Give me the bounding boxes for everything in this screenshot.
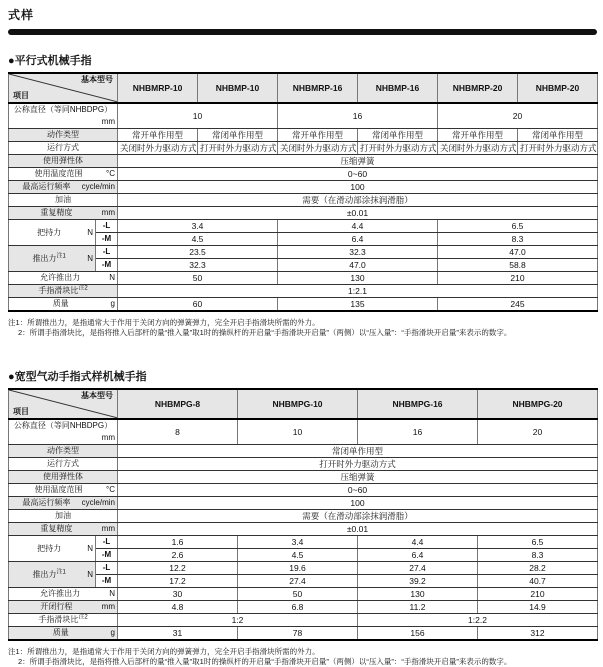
row-elastic-body (9, 155, 598, 168)
spec-value: 6.8 (238, 601, 358, 614)
spec-value: 32.3 (118, 259, 278, 272)
row-label-text: 动作类型 (47, 130, 79, 139)
note-line: 注1：所谓推出力，是指通常大于作用于关闭方向的弹簧弹力，完全开启手指滑块所需的外力。 (8, 647, 320, 656)
spec-value: 常闭单作用型 (358, 129, 438, 142)
row-label-text: 手指滑块比 (38, 615, 79, 624)
corner-top-label: 基本型号 (81, 391, 113, 400)
row-label-text: 推出力 (32, 253, 57, 263)
row-unit: mm (101, 433, 115, 442)
row-label (9, 458, 118, 471)
spec-value: 31 (118, 627, 238, 641)
row-label (9, 497, 118, 510)
spec-value: 需要（在滑动部涂抹润滑脂） (118, 194, 598, 207)
row-operation-mode (9, 458, 598, 471)
row-push-force-l (9, 246, 598, 259)
row-label-text: 质量 (52, 628, 69, 637)
row-label (9, 103, 118, 129)
spec-value: 6.5 (478, 536, 598, 549)
spec-value: 100 (118, 181, 598, 194)
spec-value: 常开单作用型 (278, 129, 358, 142)
row-label (9, 562, 96, 588)
row-grip-force-m (9, 549, 598, 562)
row-label-text: 允许推出力 (40, 589, 81, 598)
spec-value: 40.7 (478, 575, 598, 588)
spec-value: 100 (118, 497, 598, 510)
row-unit: g (110, 628, 115, 637)
row-unit: °C (106, 169, 115, 178)
row-label (9, 536, 96, 562)
row-label (9, 298, 118, 312)
row-unit: mm (101, 117, 115, 126)
row-mass (9, 627, 598, 641)
row-bore (9, 419, 598, 445)
note-ref: 注1 (56, 568, 66, 575)
row-unit: mm (101, 524, 115, 533)
spec-value: 需要（在滑动部涂抹润滑脂） (118, 510, 598, 523)
row-label (9, 168, 118, 181)
corner-bottom-label: 项目 (13, 91, 29, 100)
title-rule (8, 29, 597, 35)
row-label-text: 运行方式 (47, 143, 79, 152)
model-header-row (9, 73, 598, 103)
spec-value: 1:2.1 (118, 285, 598, 298)
row-allowable-push (9, 588, 598, 601)
row-label-text: 把持力 (37, 227, 62, 237)
spec-value: ±0.01 (118, 207, 598, 220)
row-label (9, 220, 96, 246)
row-label-text: 运行方式 (47, 459, 79, 468)
spec-table-parallel (8, 72, 598, 312)
model-name: NHBMRP-16 (278, 73, 358, 103)
spec-value: 2.6 (118, 549, 238, 562)
spec-value: 32.3 (278, 246, 438, 259)
row-label-text: 把持力 (37, 543, 62, 553)
row-label (9, 419, 118, 445)
row-label (9, 523, 118, 536)
spec-value: 打开时外力驱动方式 (198, 142, 278, 155)
row-unit: N (87, 543, 93, 553)
row-open-close-stroke (9, 601, 598, 614)
spec-value: 4.5 (238, 549, 358, 562)
row-unit: mm (101, 208, 115, 217)
row-label (9, 627, 118, 641)
spec-value: 4.4 (358, 536, 478, 549)
spec-value: 8.3 (438, 233, 598, 246)
spec-value: 12.2 (118, 562, 238, 575)
spec-value: 130 (358, 588, 478, 601)
spec-value: 6.4 (358, 549, 478, 562)
spec-value: 30 (118, 588, 238, 601)
spec-value: 常开单作用型 (438, 129, 518, 142)
variant-label: -M (96, 259, 118, 272)
spec-value: 常闭单作用型 (198, 129, 278, 142)
spec-value: 6.4 (278, 233, 438, 246)
spec-value: 压缩弹簧 (118, 155, 598, 168)
row-label (9, 272, 118, 285)
spec-value: 0~60 (118, 168, 598, 181)
model-name: NHBMP-20 (518, 73, 598, 103)
row-label-text: 使用温度范围 (34, 485, 83, 494)
row-action-type (9, 445, 598, 458)
row-lubrication (9, 194, 598, 207)
spec-value: ±0.01 (118, 523, 598, 536)
row-operation-mode (9, 142, 598, 155)
spec-value: 135 (278, 298, 438, 312)
row-mass (9, 298, 598, 312)
spec-value: 1.6 (118, 536, 238, 549)
row-unit: g (110, 299, 115, 308)
spec-value: 16 (358, 419, 478, 445)
row-label-text: 使用温度范围 (34, 169, 83, 178)
row-label (9, 129, 118, 142)
row-label-text: 加油 (55, 195, 71, 204)
spec-value: 23.5 (118, 246, 278, 259)
spec-value: 打开时外力驱动方式 (518, 142, 598, 155)
spec-value: 常开单作用型 (118, 129, 198, 142)
row-label (9, 246, 96, 272)
spec-value: 1:2.2 (358, 614, 598, 627)
spec-value: 20 (438, 103, 598, 129)
page-title: 式样 (8, 8, 35, 22)
row-label-text: 重复精度 (40, 208, 73, 217)
row-label (9, 614, 118, 627)
spec-value: 4.5 (118, 233, 278, 246)
row-label-text: 公称直径（等同NHBDPG） (13, 105, 113, 114)
spec-value: 4.8 (118, 601, 238, 614)
variant-label: -L (96, 536, 118, 549)
spec-value: 10 (238, 419, 358, 445)
variant-label: -L (96, 220, 118, 233)
row-action-type (9, 129, 598, 142)
row-label-text: 开闭行程 (40, 602, 73, 611)
row-unit: N (87, 227, 93, 237)
row-grip-force-m (9, 233, 598, 246)
notes-block (8, 647, 597, 667)
spec-value: 常闭单作用型 (518, 129, 598, 142)
note-ref: 注2 (78, 614, 88, 621)
spec-value: 6.5 (438, 220, 598, 233)
row-label-text: 加油 (55, 511, 71, 520)
row-push-force-l (9, 562, 598, 575)
model-header-row (9, 389, 598, 419)
spec-value: 245 (438, 298, 598, 312)
row-label-text: 动作类型 (47, 446, 79, 455)
spec-value: 14.9 (478, 601, 598, 614)
row-lubrication (9, 510, 598, 523)
spec-value: 10 (118, 103, 278, 129)
corner-bottom-label: 项目 (13, 407, 29, 416)
row-label (9, 207, 118, 220)
row-unit: mm (101, 602, 115, 611)
spec-value: 8.3 (478, 549, 598, 562)
row-label (9, 601, 118, 614)
notes-block (8, 318, 597, 338)
spec-value: 19.6 (238, 562, 358, 575)
row-label (9, 445, 118, 458)
row-label-text: 最高运行频率 (22, 182, 71, 191)
section-title-wide: ●宽型气动手指式样机械手指 (8, 371, 147, 383)
variant-label: -M (96, 233, 118, 246)
row-label (9, 285, 118, 298)
spec-value: 17.2 (118, 575, 238, 588)
spec-table-wide (8, 388, 598, 641)
row-bore (9, 103, 598, 129)
row-unit: cycle/min (81, 498, 115, 507)
row-label-text: 公称直径（等同NHBDPG） (13, 421, 113, 430)
row-slider-ratio (9, 285, 598, 298)
row-unit: N (87, 569, 93, 579)
spec-value: 27.4 (358, 562, 478, 575)
spec-value: 50 (118, 272, 278, 285)
spec-value: 20 (478, 419, 598, 445)
section-title-parallel: ●平行式机械手指 (8, 55, 92, 67)
row-repeatability (9, 207, 598, 220)
row-push-force-m (9, 259, 598, 272)
spec-value: 210 (438, 272, 598, 285)
spec-value: 78 (238, 627, 358, 641)
row-label-text: 使用弹性体 (43, 472, 83, 481)
row-label-text: 推出力 (32, 569, 57, 579)
model-name: NHBMRP-20 (438, 73, 518, 103)
spec-value: 39.2 (358, 575, 478, 588)
spec-value: 打开时外力驱动方式 (118, 458, 598, 471)
spec-value: 58.8 (438, 259, 598, 272)
spec-value: 打开时外力驱动方式 (358, 142, 438, 155)
row-label-text: 质量 (52, 299, 69, 308)
note-ref: 注2 (78, 285, 88, 292)
row-label (9, 484, 118, 497)
row-grip-force-l (9, 220, 598, 233)
row-slider-ratio (9, 614, 598, 627)
spec-value: 8 (118, 419, 238, 445)
row-unit: °C (106, 485, 115, 494)
row-elastic-body (9, 471, 598, 484)
row-temp-range (9, 484, 598, 497)
variant-label: -L (96, 562, 118, 575)
row-repeatability (9, 523, 598, 536)
diagonal-header-cell (9, 73, 118, 103)
spec-value: 210 (478, 588, 598, 601)
model-name: NHBMPG-10 (238, 389, 358, 419)
diagonal-header-cell (9, 389, 118, 419)
spec-value: 312 (478, 627, 598, 641)
model-name: NHBMPG-20 (478, 389, 598, 419)
spec-value: 关闭时外力驱动方式 (118, 142, 198, 155)
variant-label: -L (96, 246, 118, 259)
spec-value: 3.4 (238, 536, 358, 549)
spec-value: 4.4 (278, 220, 438, 233)
row-label (9, 155, 118, 168)
note-line: 2：所谓手指滑块比，是指将推入后部杆的量“推入量”取1时的操纵杆的开启量“手指滑块开启量”（两侧）以“压入量”：“手指滑块开启量”来表示的数字。 (18, 657, 512, 666)
row-label (9, 588, 118, 601)
row-label (9, 471, 118, 484)
row-max-frequency (9, 497, 598, 510)
row-max-frequency (9, 181, 598, 194)
row-grip-force-l (9, 536, 598, 549)
row-unit: N (109, 273, 115, 282)
spec-value: 关闭时外力驱动方式 (278, 142, 358, 155)
spec-value: 47.0 (278, 259, 438, 272)
spec-value: 130 (278, 272, 438, 285)
spec-value: 60 (118, 298, 278, 312)
note-line: 2：所谓手指滑块比，是指将推入后部杆的量“推入量”取1时的操纵杆的开启量“手指滑块开启量”（两侧）以“压入量”：“手指滑块开启量”来表示的数字。 (18, 328, 512, 337)
spec-value: 47.0 (438, 246, 598, 259)
spec-value: 1:2 (118, 614, 358, 627)
row-unit: cycle/min (81, 182, 115, 191)
row-temp-range (9, 168, 598, 181)
model-name: NHBMRP-10 (118, 73, 198, 103)
model-name: NHBMPG-8 (118, 389, 238, 419)
spec-value: 压缩弹簧 (118, 471, 598, 484)
row-label-text: 允许推出力 (40, 273, 81, 282)
row-label (9, 510, 118, 523)
variant-label: -M (96, 575, 118, 588)
note-ref: 注1 (56, 252, 66, 259)
spec-value: 0~60 (118, 484, 598, 497)
row-label (9, 142, 118, 155)
spec-value: 16 (278, 103, 438, 129)
spec-value: 28.2 (478, 562, 598, 575)
model-name: NHBMPG-16 (358, 389, 478, 419)
variant-label: -M (96, 549, 118, 562)
spec-value: 50 (238, 588, 358, 601)
spec-value: 3.4 (118, 220, 278, 233)
row-label-text: 重复精度 (40, 524, 73, 533)
row-unit: N (109, 589, 115, 598)
corner-top-label: 基本型号 (81, 75, 113, 84)
note-line: 注1：所谓推出力，是指通常大于作用于关闭方向的弹簧弹力，完全开启手指滑块所需的外力。 (8, 318, 320, 327)
spec-value: 关闭时外力驱动方式 (438, 142, 518, 155)
row-label-text: 手指滑块比 (38, 286, 79, 295)
row-label (9, 194, 118, 207)
spec-value: 156 (358, 627, 478, 641)
row-push-force-m (9, 575, 598, 588)
spec-value: 常闭单作用型 (118, 445, 598, 458)
model-name: NHBMP-16 (358, 73, 438, 103)
row-unit: N (87, 253, 93, 263)
row-label-text: 使用弹性体 (43, 156, 83, 165)
spec-value: 27.4 (238, 575, 358, 588)
row-allowable-push (9, 272, 598, 285)
spec-value: 11.2 (358, 601, 478, 614)
row-label (9, 181, 118, 194)
row-label-text: 最高运行频率 (22, 498, 71, 507)
model-name: NHBMP-10 (198, 73, 278, 103)
